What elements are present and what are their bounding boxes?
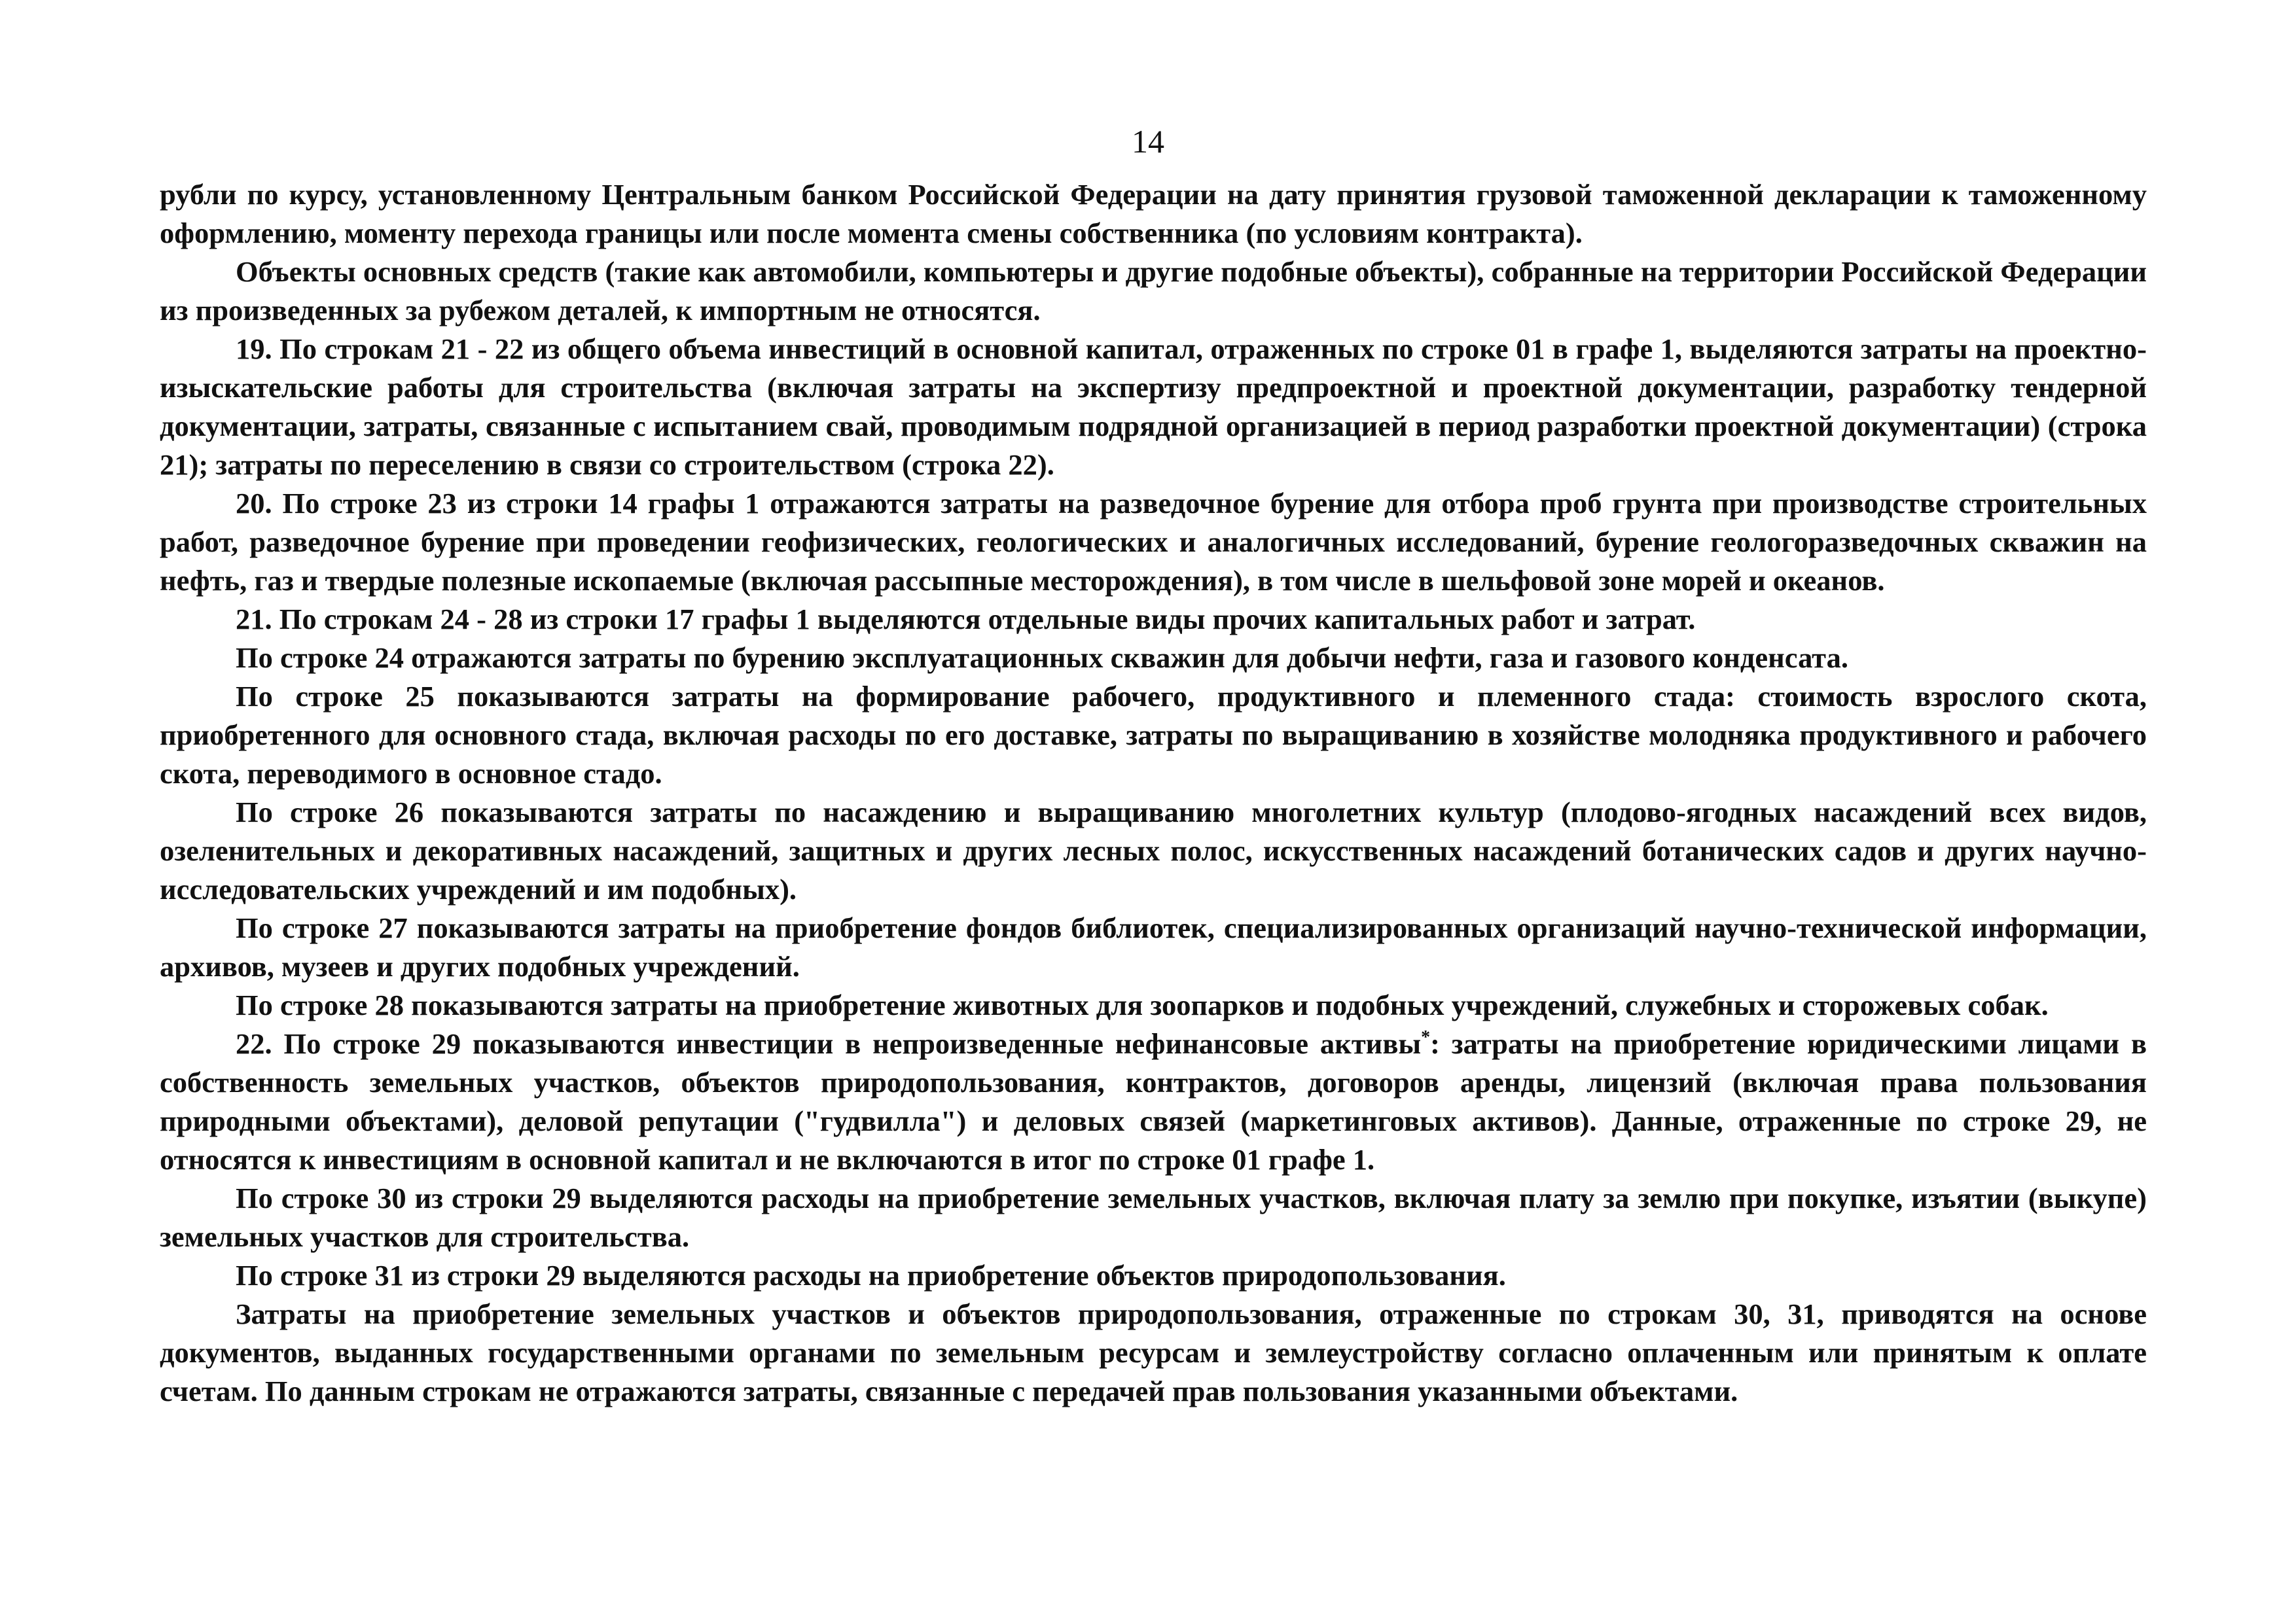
paragraph-heading-text: По строке 31: [236, 1259, 404, 1292]
paragraph-text: 19.: [236, 332, 280, 365]
paragraph-text: из строки 14 графы 1 отражаются затраты на разведочное бурение для отбора проб грунта при производстве строительных работ, разведочное бурение при проведении геофизических, геологических и аналогичных исследований, бурение геологоразведочных скважин на нефть, газ и твердые полезные ископаемые (включая рассыпные месторождения), в том числе в шельфовой зоне морей и океанов.: [160, 487, 2147, 597]
paragraph-text: 21.: [236, 603, 279, 635]
paragraph-text: *: [1421, 1027, 1431, 1048]
paragraph-text: показываются инвестиции в непроизведенные нефинансовые активы: [461, 1027, 1422, 1060]
paragraph-text: По строке 24 отражаются затраты по бурению эксплуатационных скважин для добычи нефти, газа и газового конденсата.: [236, 641, 1848, 674]
paragraph-heading-text: По строкам 21 - 22: [279, 332, 524, 365]
paragraph: [160, 986, 2147, 1025]
paragraph-text: 20.: [236, 487, 283, 520]
paragraph: [160, 677, 2147, 793]
paragraph-text: из строки 29 выделяются расходы на приобретение объектов природопользования.: [404, 1259, 1506, 1292]
paragraph: [160, 909, 2147, 986]
paragraph: [160, 1256, 2147, 1295]
paragraph-text: из общего объема инвестиций в основной капитал, отраженных по строке 01 в графе 1, выделяются затраты на проектно-изыскательские работы для строительства (включая затраты на экспертизу предпроектной и проектной документации, разработку тендерной документации, затраты, связанные с испытанием свай, проводимым подрядной организацией в период разработки проектной документации) (строка 21); затраты по переселению в связи со строительством (строка 22).: [160, 332, 2147, 481]
paragraph-text: По строке 26 показываются затраты по насаждению и выращиванию многолетних культур (плодово-ягодных насаждений всех видов, озеленительных и декоративных насаждений, защитных и других лесных полос, искусственных насаждений ботанических садов и других научно-исследовательских учреждений и им подобных).: [160, 796, 2147, 906]
paragraph: [160, 330, 2147, 484]
paragraph-text: Затраты на приобретение земельных участков и объектов природопользования, отраженные по строкам 30, 31, приводятся на основе документов, выданных государственными органами по земельным ресурсам и землеустройству согласно оплаченным или принятым к оплате счетам. По данным строкам не отражаются затраты, связанные с передачей прав пользования указанными объектами.: [160, 1297, 2147, 1407]
paragraph: [160, 1025, 2147, 1179]
paragraph: [160, 1179, 2147, 1256]
paragraph-text: : затраты на приобретение юридическими лицами в собственность земельных участков, объектов природопользования, контрактов, договоров аренды, лицензий (включая права пользования природными объектами), деловой репутации ("гудвилла") и деловых связей (маркетинговых активов). Данные, отраженные по строке 29, не относятся к инвестициям в основной капитал и не включаются в итог по строке 01 графе 1.: [160, 1027, 2147, 1176]
paragraph-heading-text: По строкам 24 - 28: [279, 603, 523, 635]
paragraph-text: из строки 29 выделяются расходы на приобретение земельных участков, включая плату за землю при покупке, изъятии (выкупе) земельных участков для строительства.: [160, 1182, 2147, 1253]
paragraph: [160, 793, 2147, 909]
paragraph-text: 22.: [236, 1027, 284, 1060]
paragraph-heading-text: По строке 30: [236, 1182, 406, 1214]
paragraph: [160, 253, 2147, 330]
paragraph: [160, 1295, 2147, 1411]
paragraph-text: рубли по курсу, установленному Центральным банком Российской Федерации на дату принятия грузовой таможенной декларации к таможенному оформлению, моменту перехода границы или после момента смены собственника (по условиям контракта).: [160, 178, 2147, 249]
paragraph: [160, 639, 2147, 677]
paragraph-text: По строке 28 показываются затраты на приобретение животных для зоопарков и подобных учреждений, служебных и сторожевых собак.: [236, 989, 2049, 1021]
paragraph-text: По строке 27 показываются затраты на приобретение фондов библиотек, специализированных организаций научно-технической информации, архивов, музеев и других подобных учреждений.: [160, 911, 2147, 983]
document-body: [160, 175, 2147, 1411]
paragraph-heading-text: По строке 29: [283, 1027, 461, 1060]
paragraph-text: По строке 25 показываются затраты на формирование рабочего, продуктивного и племенного стада: стоимость взрослого скота, приобретенного для основного стада, включая расходы по его доставке, затраты по выращиванию в хозяйстве молодняка продуктивного и рабочего скота, переводимого в основное стадо.: [160, 680, 2147, 790]
paragraph-text: из строки 17 графы 1 выделяются отдельные виды прочих капитальных работ и затрат.: [522, 603, 1696, 635]
page-number: 14: [1132, 123, 1164, 160]
paragraph: [160, 600, 2147, 639]
paragraph-heading-text: По строке 23: [282, 487, 457, 520]
paragraph-text: Объекты основных средств (такие как автомобили, компьютеры и другие подобные объекты), собранные на территории Российской Федерации из произведенных за рубежом деталей, к импортным не относятся.: [160, 255, 2147, 327]
paragraph: [160, 175, 2147, 253]
paragraph: [160, 484, 2147, 600]
